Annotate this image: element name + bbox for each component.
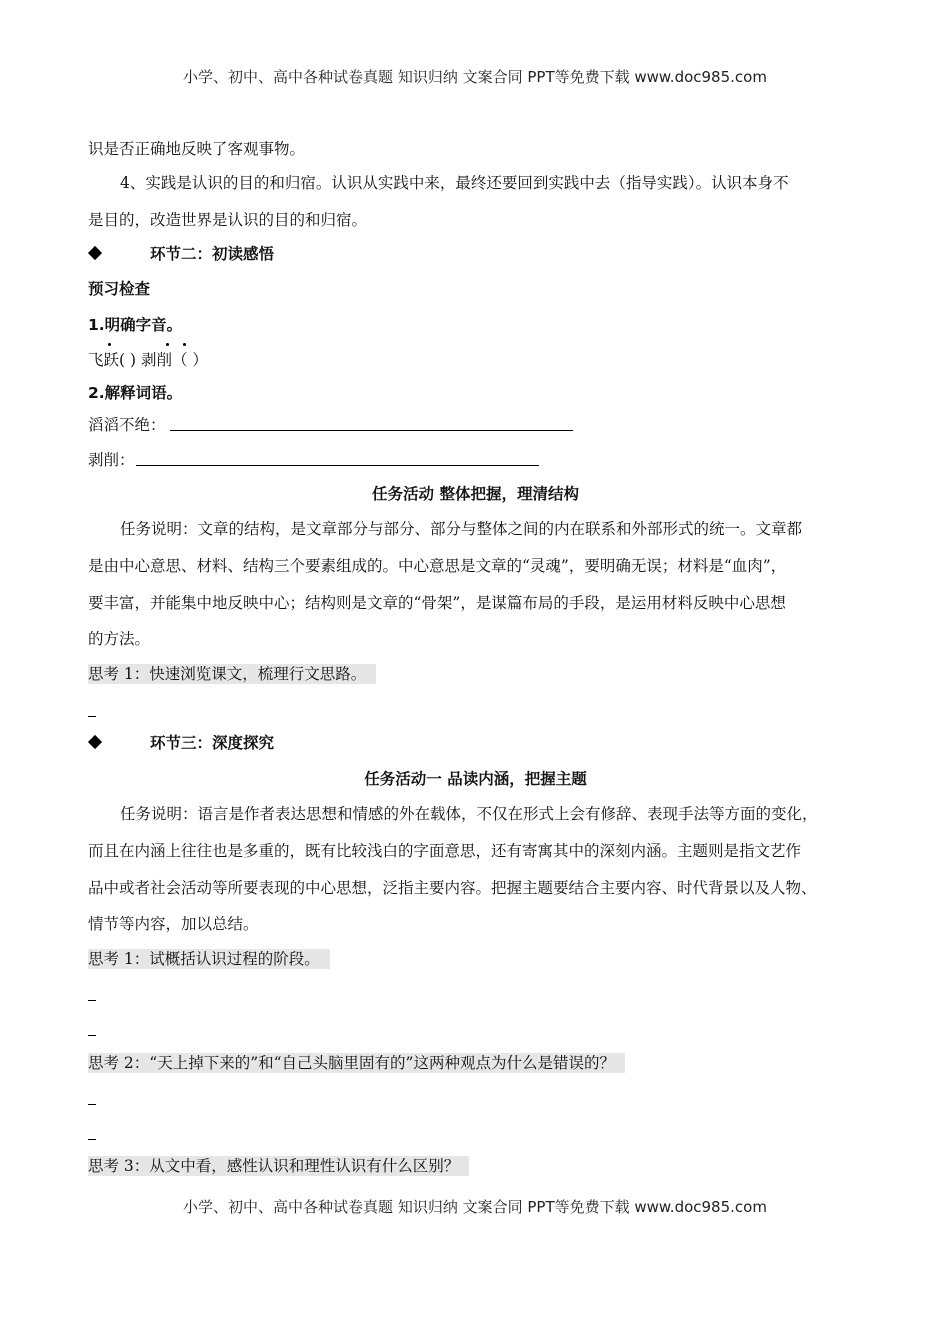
point-4-line-1: 4、实践是认识的目的和归宿。认识从实践中来，最终还要回到实践中去（指导实践）。认识本身不: [120, 174, 789, 192]
answer-blank-line: [136, 465, 539, 466]
q1-pinyin-items: 飞跃( ) 剥削（ ）: [88, 351, 208, 369]
task-1-desc-line-4: 情节等内容，加以总结。: [88, 915, 259, 933]
answer-blank-line: [170, 430, 573, 431]
emphasis-dot: [108, 343, 111, 346]
q1-title: 1.明确字音。: [88, 316, 183, 334]
think-3-prompt: 思考 3：从文中看，感性认识和理性认识有什么区别？: [88, 1156, 469, 1176]
answer-dash: [88, 1104, 96, 1105]
answer-dash: [88, 1139, 96, 1140]
answer-dash: [88, 1035, 96, 1036]
diamond-bullet-icon: [88, 246, 102, 260]
answer-dash: [88, 716, 96, 717]
preview-check-title: 预习检查: [88, 280, 151, 298]
task-desc-line-1: 任务说明：文章的结构，是文章部分与部分、部分与整体之间的内在联系和外部形式的统一。文章都: [120, 520, 803, 538]
task-1-desc-line-2: 而且在内涵上往往也是多重的，既有比较浅白的字面意思，还有寄寓其中的深刻内涵。主题则是指文艺作: [88, 842, 802, 860]
task-desc-line-4: 的方法。: [88, 630, 151, 648]
emphasis-dot: [166, 343, 169, 346]
task-desc-line-3: 要丰富，并能集中地反映中心；结构则是文章的“骨架”，是谋篇布局的手段，是运用材料反映中心思想: [88, 594, 786, 612]
q2-item-2: 剥削：: [88, 451, 135, 469]
diamond-bullet-icon: [88, 735, 102, 749]
section-2-title: 环节二：初读感悟: [150, 245, 275, 263]
q2-item-1: 滔滔不绝：: [88, 416, 166, 434]
page-header: 小学、初中、高中各种试卷真题 知识归纳 文案合同 PPT等免费下载 www.doc985.com: [183, 68, 767, 86]
task-title: 任务活动 整体把握，理清结构: [372, 485, 579, 503]
task-1-desc-line-1: 任务说明：语言是作者表达思想和情感的外在载体，不仅在形式上会有修辞、表现手法等方面的变化，: [120, 805, 818, 823]
task-desc-line-2: 是由中心意思、材料、结构三个要素组成的。中心意思是文章的“灵魂”，要明确无误；材料是“血肉”，: [88, 557, 787, 575]
think-2-prompt: 思考 2：“天上掉下来的”和“自己头脑里固有的”这两种观点为什么是错误的？: [88, 1053, 625, 1073]
answer-dash: [88, 1000, 96, 1001]
section-3-title: 环节三：深度探究: [150, 734, 275, 752]
point-4-line-2: 是目的，改造世界是认识的目的和归宿。: [88, 211, 368, 229]
emphasis-dot: [183, 343, 186, 346]
think-1-prompt: 思考 1：试概括认识过程的阶段。: [88, 949, 330, 969]
page-footer: 小学、初中、高中各种试卷真题 知识归纳 文案合同 PPT等免费下载 www.doc985.com: [183, 1198, 767, 1216]
think-1-prompt: 思考 1：快速浏览课文，梳理行文思路。: [88, 664, 376, 684]
task-1-title: 任务活动一 品读内涵，把握主题: [364, 770, 587, 788]
q2-title: 2.解释词语。: [88, 384, 183, 402]
task-1-desc-line-3: 品中或者社会活动等所要表现的中心思想，泛指主要内容。把握主题要结合主要内容、时代背景以及人物、: [88, 879, 817, 897]
intro-line: 识是否正确地反映了客观事物。: [88, 140, 306, 158]
